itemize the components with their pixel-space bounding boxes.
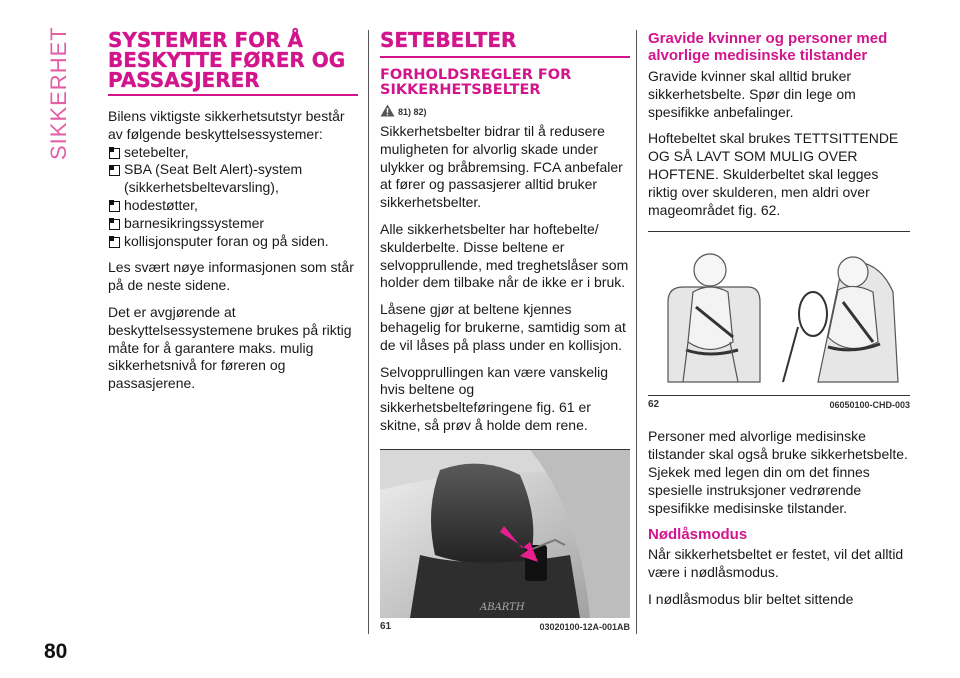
list-item: setebelter, (108, 144, 358, 162)
warning-refs: 81) 82) (398, 107, 427, 117)
page-number: 80 (44, 640, 68, 663)
paragraph: Selvopprullingen kan være vanskelig hvis beltene og sikkerhetsbelteføringene fig. 61 er skitne, så prøv å holde dem rene. (380, 363, 609, 433)
section-heading-protection-systems: SYSTEMER FOR Å BESKYTTE FØRER OG PASSASJERER (108, 28, 346, 92)
protection-systems-list (108, 144, 358, 251)
list-item: kollisjonsputer foran og på siden. (108, 233, 358, 251)
heading-rule (108, 94, 358, 96)
column-divider (368, 30, 369, 634)
seatbelt-guide-illustration (380, 450, 630, 618)
figure-caption (380, 621, 630, 632)
bullet-square-icon (109, 201, 120, 212)
paragraph: Sikkerhetsbelter bidrar til å redusere muligheten for alvorlig skade under ulykker og bråbremsing. FCA anbefaler at fører og passasjerer alltid bruker sikkerhetsbelter. (380, 123, 623, 211)
section-side-tab (46, 26, 82, 160)
bullet-square-icon (109, 237, 120, 248)
list-item: SBA (Seat Belt Alert)-system (sikkerhetsbeltevarsling), (108, 161, 358, 197)
bullet-square-icon (109, 148, 120, 159)
figure-code: 06050100-CHD-003 (829, 400, 910, 411)
warning-reference (380, 104, 630, 117)
subheading-pregnant-medical: Gravide kvinner og personer med alvorlige medisinske tilstander (648, 30, 888, 64)
subheading-seatbelt-precautions: FORHOLDSREGLER FOR SIKKERHETSBELTER (380, 67, 572, 98)
bullet-square-icon (109, 219, 120, 230)
subheading-emergency-lock-mode: Nødlåsmodus (648, 526, 748, 544)
figure-code: 03020100-12A-001AB (539, 621, 630, 632)
intro-paragraph: Bilens viktigste sikkerhetsutstyr består av følgende beskyttelsessystemer: (108, 108, 345, 142)
paragraph: Når sikkerhetsbeltet er festet, vil det alltid være i nødlåsmodus. (648, 546, 904, 581)
column-protection-systems (108, 30, 358, 393)
paragraph: Personer med alvorlige medisinske tilstander skal også bruke sikkerhetsbelte. Sjekek med legen din om det finnes spesielle instruksjoner vedrørende spesifikke medisinske tilstander. (648, 428, 908, 516)
column-pregnant-medical (648, 30, 910, 609)
paragraph: Låsene gjør at beltene kjennes behagelig for brukerne, samtidig som at de vil låses på plass under en kollisjon. (380, 301, 626, 353)
paragraph: Gravide kvinner skal alltid bruker sikkerhetsbelte. Spør din lege om spesifikke anbefalinger. (648, 68, 856, 120)
paragraph: Les svært nøye informasjonen som står på de neste sidene. (108, 259, 354, 294)
figure-62 (648, 231, 910, 395)
warning-triangle-icon (380, 104, 395, 117)
paragraph: Alle sikkerhetsbelter har hoftebelte/ skulderbelte. Disse beltene er selvopprullende, med treghetslåser som holder dem tilbake når de ikke er i bruk. (380, 220, 629, 291)
list-item: barnesikringssystemer (108, 215, 358, 233)
paragraph: Det er avgjørende at beskyttelsessystemene brukes på riktig måte for å garantere maks. mulig sikkerhetsnivå for føreren og passasjerene. (108, 303, 352, 392)
figure-number: 61 (380, 620, 392, 632)
svg-text:ABARTH: ABARTH (480, 601, 525, 613)
figure-caption (648, 399, 910, 410)
section-heading-seatbelts: SETEBELTER (380, 28, 517, 52)
column-divider (636, 30, 637, 634)
column-seatbelts (380, 30, 630, 632)
pregnant-seatbelt-illustration (648, 232, 910, 396)
figure-61 (380, 449, 630, 617)
figure-number: 62 (648, 399, 660, 411)
side-tab-label: SIKKERHET (46, 26, 71, 160)
bullet-square-icon (109, 165, 120, 176)
paragraph: Hoftebeltet skal brukes TETTSITTENDE OG SÅ LAVT SOM MULIG OVER HOFTENE. Skulderbeltet skal legges riktig over skulderen, men aldri over mageområdet fig. 62. (648, 130, 899, 218)
list-item: hodestøtter, (108, 197, 358, 215)
paragraph: I nødlåsmodus blir beltet sittende (648, 590, 854, 607)
heading-rule (380, 56, 630, 58)
